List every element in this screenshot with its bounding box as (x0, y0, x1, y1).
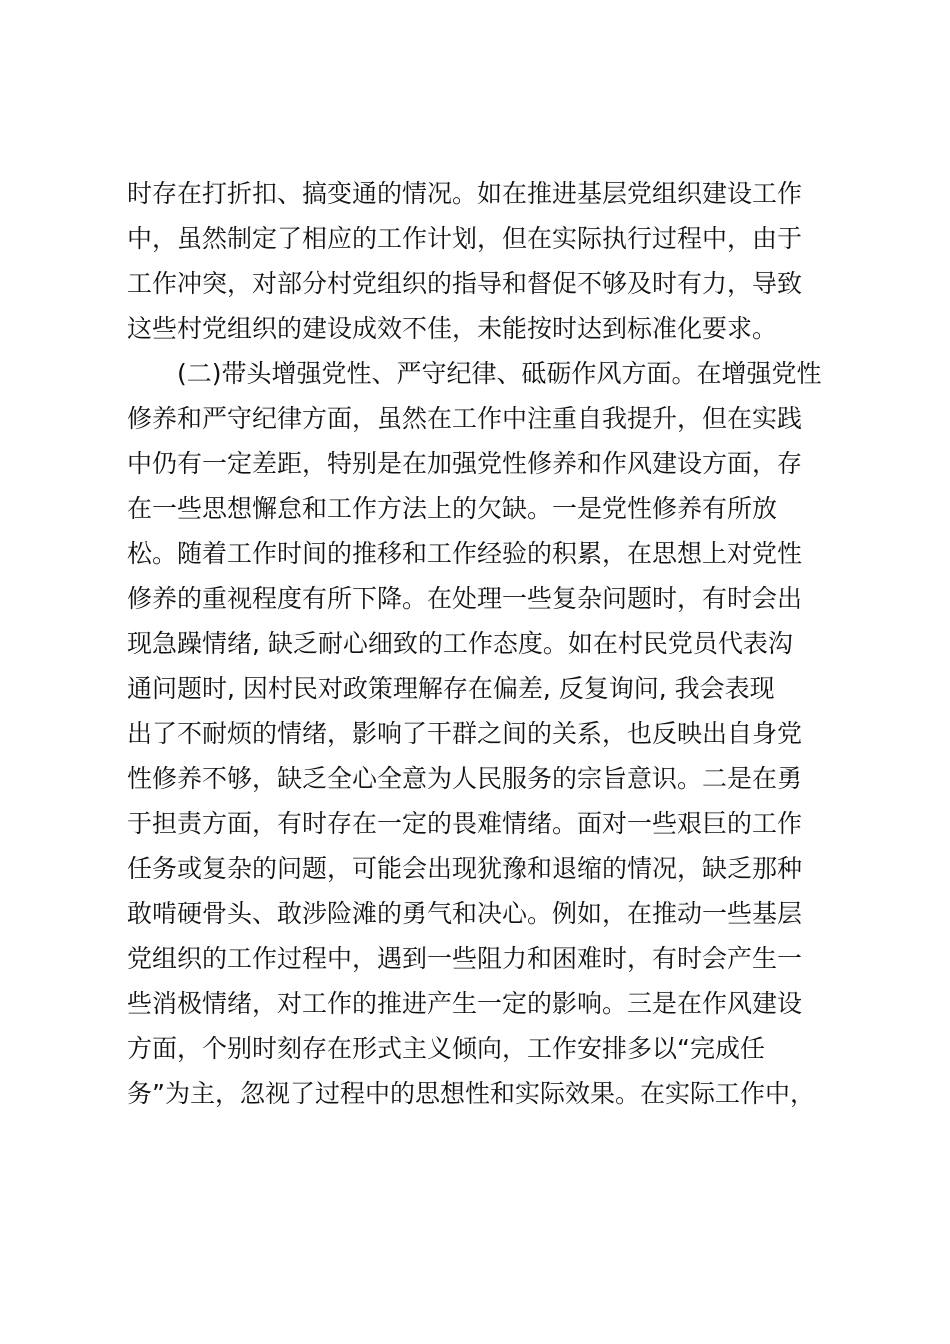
text-line: 通问题时, 因村民对政策理解存在偏差, 反复询问, 我会表现 (127, 674, 775, 703)
text-line: 些消极情绪，对工作的推进产生一定的影响。三是在作风建设 (127, 989, 803, 1018)
text-line: 这些村党组织的建设成效不佳，未能按时达到标准化要求。 (127, 314, 778, 343)
text-line: 中，虽然制定了相应的工作计划，但在实际执行过程中，由于 (127, 224, 803, 253)
text-line: 现急躁情绪, 缺乏耐心细致的工作态度。如在村民党员代表沟 (127, 629, 793, 658)
text-line: 性修养不够，缺乏全心全意为人民服务的宗旨意识。二是在勇 (127, 764, 803, 793)
text-line: 修养和严守纪律方面，虽然在工作中注重自我提升，但在实践 (127, 404, 803, 433)
text-line: 敢啃硬骨头、敢涉险滩的勇气和决心。例如，在推动一些基层 (127, 899, 803, 928)
text-line: 在一些思想懈怠和工作方法上的欠缺。一是党性修养有所放 (127, 494, 778, 523)
body-text (127, 171, 827, 1116)
text-line: 党组织的工作过程中，遇到一些阻力和困难时，有时会产生一 (127, 944, 803, 973)
text-line: 于担责方面，有时存在一定的畏难情绪。面对一些艰巨的工作 (127, 809, 803, 838)
text-line: 工作冲突，对部分村党组织的指导和督促不够及时有力，导致 (127, 269, 803, 298)
text-line: 松。随着工作时间的推移和工作经验的积累，在思想上对党性 (127, 539, 803, 568)
text-line: 务”为主，忽视了过程中的思想性和实际效果。在实际工作中， (127, 1079, 815, 1108)
section-heading-line: (二)带头增强党性、严守纪律、砥砺作风方面。在增强党性 (177, 359, 822, 388)
text-line: 中仍有一定差距，特别是在加强党性修养和作风建设方面，存 (127, 449, 803, 478)
text-line: 方面，个别时刻存在形式主义倾向，工作安排多以“完成任 (127, 1034, 765, 1063)
text-line: 任务或复杂的问题，可能会出现犹豫和退缩的情况，缺乏那种 (127, 854, 803, 883)
text-line: 修养的重视程度有所下降。在处理一些复杂问题时，有时会出 (127, 584, 803, 613)
text-line: 出了不耐烦的情绪，影响了干群之间的关系，也反映出自身党 (127, 719, 803, 748)
text-line: 时存在打折扣、搞变通的情况。如在推进基层党组织建设工作 (127, 179, 803, 208)
